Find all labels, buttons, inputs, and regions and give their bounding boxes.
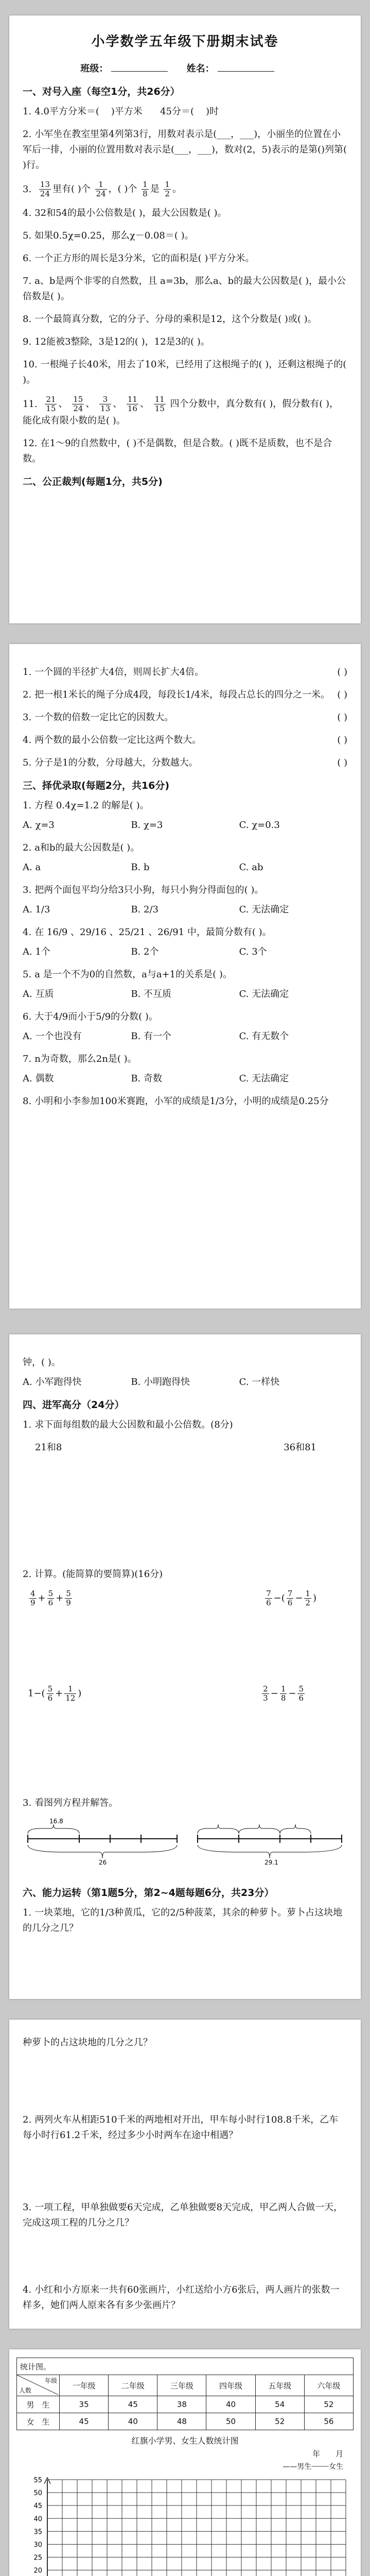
word-problem-2: 2. 两列火车从相距510千米的两地相对开出，甲车每小时行108.8千米，乙车每小时行61.2千米，经过多少小时两车在途中相遇？ [23, 2114, 339, 2141]
grade-header: 六年级 [304, 2375, 353, 2396]
choice-7: 7. n为奇数，那么2n是( )。 [23, 1054, 137, 1064]
choice-8-options: A. 小军跑得快 B. 小明跑得快 C. 一样快 [23, 1377, 280, 1387]
grade-header: 一年级 [60, 2375, 109, 2396]
question-1-11: 11. $\frac{21}{15}$ 、 $\frac{15}{24}$ 、 $\frac{3}{13}$ 、 $\frac{11}{16}$ 、 $\frac{11}{15}$ 四个分数中，真分数有( )，假分数有( )，能化成有限小数的是( )。 [23, 395, 339, 426]
table-row: 女 生 45 40 48 50 52 56 [17, 2413, 354, 2430]
grade-header: 四年级 [206, 2375, 255, 2396]
calc-2-row-2 [23, 1685, 347, 1703]
choice-1-options: A. χ=3 B. χ=3 C. χ=0.3 [23, 820, 280, 831]
choice-8-cont: 钟，( )。 [23, 1357, 61, 1368]
diagram-label-top-left: 16.8 [49, 1818, 63, 1825]
exam-page-3 [9, 1334, 361, 1999]
y-tick-label: 20 [33, 2567, 42, 2575]
choice-4-options: A. 1个 B. 2个 C. 3个 [23, 946, 267, 957]
question-1-1: 1. 4.0平方分米＝( )平方米 45分＝( )时 [23, 106, 219, 117]
page-title: 小学数学五年级下册期末试卷 [91, 34, 279, 49]
calc-3: 3. 看图列方程并解答。 [23, 1798, 118, 1808]
section-1-title: 一、对号入座（每空1分，共26分） [23, 86, 180, 97]
judge-5: 5. 分子是1的分数，分母越大，分数越大。 ( ) [23, 757, 347, 768]
judge-1: 1. 一个圆的半径扩大4倍，则周长扩大4倍。 ( ) [23, 667, 347, 677]
question-1-7: 7. a、b是两个非零的自然数，且 a=3b，那么a、b的最大公因数是( )，最小公倍数是( )。 [23, 276, 346, 302]
choice-6-options: A. 一个也没有 B. 有一个 C. 有无数个 [23, 1031, 289, 1042]
exam-page-4 [9, 2020, 361, 2329]
word-problem-1: 1. 一块菜地，它的1/3种黄瓜，它的2/5种菠菜，其余的种萝卜。萝卜占这块地的几分之几？ [23, 1907, 343, 1934]
judge-4: 4. 两个数的最小公倍数一定比这两个数大。 ( ) [23, 735, 347, 745]
diagram-label-bottom-left: 26 [99, 1859, 107, 1865]
word-problem-4: 4. 小红和小方原来一共有60张画片，小红送给小方6张后，两人画片的张数一样多，她们两人原来各有多少张画片？ [23, 2284, 340, 2311]
choice-6: 6. 大于4/9而小于5/9的分数( )。 [23, 1011, 158, 1022]
expr-1: $\frac{4}{9}$ + $\frac{5}{6}$ + $\frac{5}{9}$ [30, 1589, 71, 1607]
choice-5-options: A. 互质 B. 不互质 C. 无法确定 [23, 989, 289, 999]
expr-2: $\frac{7}{6}$ −( $\frac{7}{6}$ − $\frac{1}{2}$ ) [266, 1589, 316, 1607]
student-info [23, 61, 347, 75]
question-1-3: 3. $\frac{13}{24}$ 里有( )个 $\frac{1}{24}$ ，( )个 $\frac{1}{8}$ 是 $\frac{1}{2}$ 。 [23, 180, 182, 198]
section-3-title: 三、择优录取(每题2分，共16分) [23, 780, 170, 791]
y-tick-label: 40 [33, 2515, 42, 2523]
y-tick-label: 50 [33, 2489, 42, 2498]
choice-4: 4. 在 16/9 、29/16 、25/21 、26/91 中，最简分数有( )。 [23, 927, 272, 938]
y-tick-label: 45 [33, 2502, 42, 2511]
student-count-table [16, 2358, 354, 2430]
calc-2: 2. 计算。(能简算的要简算)(16分) [23, 1569, 163, 1580]
choice-5: 5. a 是一个不为0的自然数，a与a+1的关系是( )。 [23, 969, 232, 980]
expr-4: $\frac{2}{3}$ − $\frac{1}{8}$ − $\frac{5}{6}$ [263, 1684, 304, 1703]
y-tick-label: 55 [33, 2477, 42, 2484]
y-tick-label: 25 [33, 2554, 42, 2562]
grade-header: 五年级 [255, 2375, 304, 2396]
choice-8: 8. 小明和小李参加100米赛跑，小军的成绩是1/3分，小明的成绩是0.25分 [23, 1096, 329, 1107]
judge-3: 3. 一个数的倍数一定比它的因数大。 ( ) [23, 712, 347, 723]
calc-1: 1. 求下面每组数的最大公因数和最小公倍数。(8分) [23, 1419, 233, 1430]
section-4-title: 四、进军高分（24分） [23, 1399, 125, 1411]
question-1-8: 8. 一个最简真分数，它的分子、分母的乘积是12，这个分数是( )或( )。 [23, 314, 317, 325]
question-1-10: 10. 一根绳子长40米，用去了10米，已经用了这根绳子的( )，还剩这根绳子的( )。 [23, 359, 347, 385]
blank-line-chart-grid[interactable] [16, 2472, 354, 2576]
table-caption: 统计图。 [17, 2358, 354, 2375]
word-problem-3: 3. 一项工程，甲单独做要6天完成，乙单独做要8天完成，甲乙两人合做一天，完成这项工程的几分之几？ [23, 2202, 343, 2228]
y-tick-label: 30 [33, 2541, 42, 2549]
expr-3: 1−( $\frac{5}{6}$ + $\frac{1}{12}$ ) [28, 1684, 82, 1703]
calc-2-row-1 [23, 1589, 347, 1607]
question-1-9: 9. 12能被3整除，3是12的( )，12是3的( )。 [23, 336, 210, 347]
choice-2-options: A. a B. b C. ab [23, 862, 263, 873]
y-tick-label: 35 [33, 2528, 42, 2536]
choice-7-options: A. 偶数 B. 奇数 C. 无法确定 [23, 1073, 289, 1084]
name-label: 姓名： [186, 63, 215, 74]
name-field[interactable] [218, 71, 274, 72]
choice-3: 3. 把两个面包平均分给3只小狗，每只小狗分得面包的( )。 [23, 885, 264, 895]
class-label: 班级： [80, 63, 109, 74]
choice-1: 1. 方程 0.4χ=1.2 的解是( )。 [23, 800, 149, 811]
equation-diagrams [23, 1818, 347, 1865]
chart-date: 年 月 [312, 2449, 343, 2459]
question-1-6: 6. 一个正方形的周长是3分米，它的面积是( )平方分米。 [23, 253, 255, 264]
question-1-4: 4. 32和54的最小公倍数是( )，最大公因数是( )。 [23, 208, 227, 218]
section-2-title: 二、公正裁判(每题1分，共5分) [23, 476, 163, 487]
chart-title: 红旗小学男、女生人数统计图 [131, 2436, 239, 2446]
table-corner: 年级 人数 [17, 2375, 60, 2396]
choice-3-options: A. 1/3 B. 2/3 C. 无法确定 [23, 904, 289, 915]
line-diagrams [23, 1818, 347, 1865]
question-1-12: 12. 在1～9的自然数中，( )不是偶数，但是合数。( )既不是质数，也不是合数。 [23, 438, 332, 464]
class-field[interactable] [111, 71, 168, 72]
question-1-5: 5. 如果0.5χ=0.25，那么χ－0.08＝( )。 [23, 230, 194, 241]
word-problem-1-cont: 种萝卜的占这块地的几分之几？ [23, 2037, 152, 2048]
calc-1-pairs: 21和8 36和81 [35, 1442, 316, 1453]
grade-header: 二年级 [109, 2375, 157, 2396]
chart-legend: ——男生┈┈┈┈女生 [283, 2463, 343, 2471]
exam-page-5 [9, 2349, 361, 2576]
judge-2: 2. 把一根1米长的绳子分成4段，每段长1/4米，每段占总长的四分之一米。 ( ) [23, 689, 347, 700]
choice-2: 2. a和b的最大公因数是( )。 [23, 842, 140, 853]
section-6-title: 六、能力运转（第1题5分，第2~4题每题6分，共23分） [23, 1887, 274, 1899]
exam-page-2 [9, 644, 361, 1309]
question-1-2: 2. 小军坐在教室里第4列第3行，用数对表示是(___，___)，小丽坐的位置在小军后一排，小丽的位置用数对表示是(___，___)，数对(2，5)表示的是第()列第( )行。 [23, 129, 347, 171]
table-row: 男 生 35 45 38 40 54 52 [17, 2396, 354, 2413]
grade-header: 三年级 [157, 2375, 206, 2396]
exam-page-1 [9, 15, 361, 623]
diagram-label-bottom-right: 29.1 [265, 1859, 278, 1865]
